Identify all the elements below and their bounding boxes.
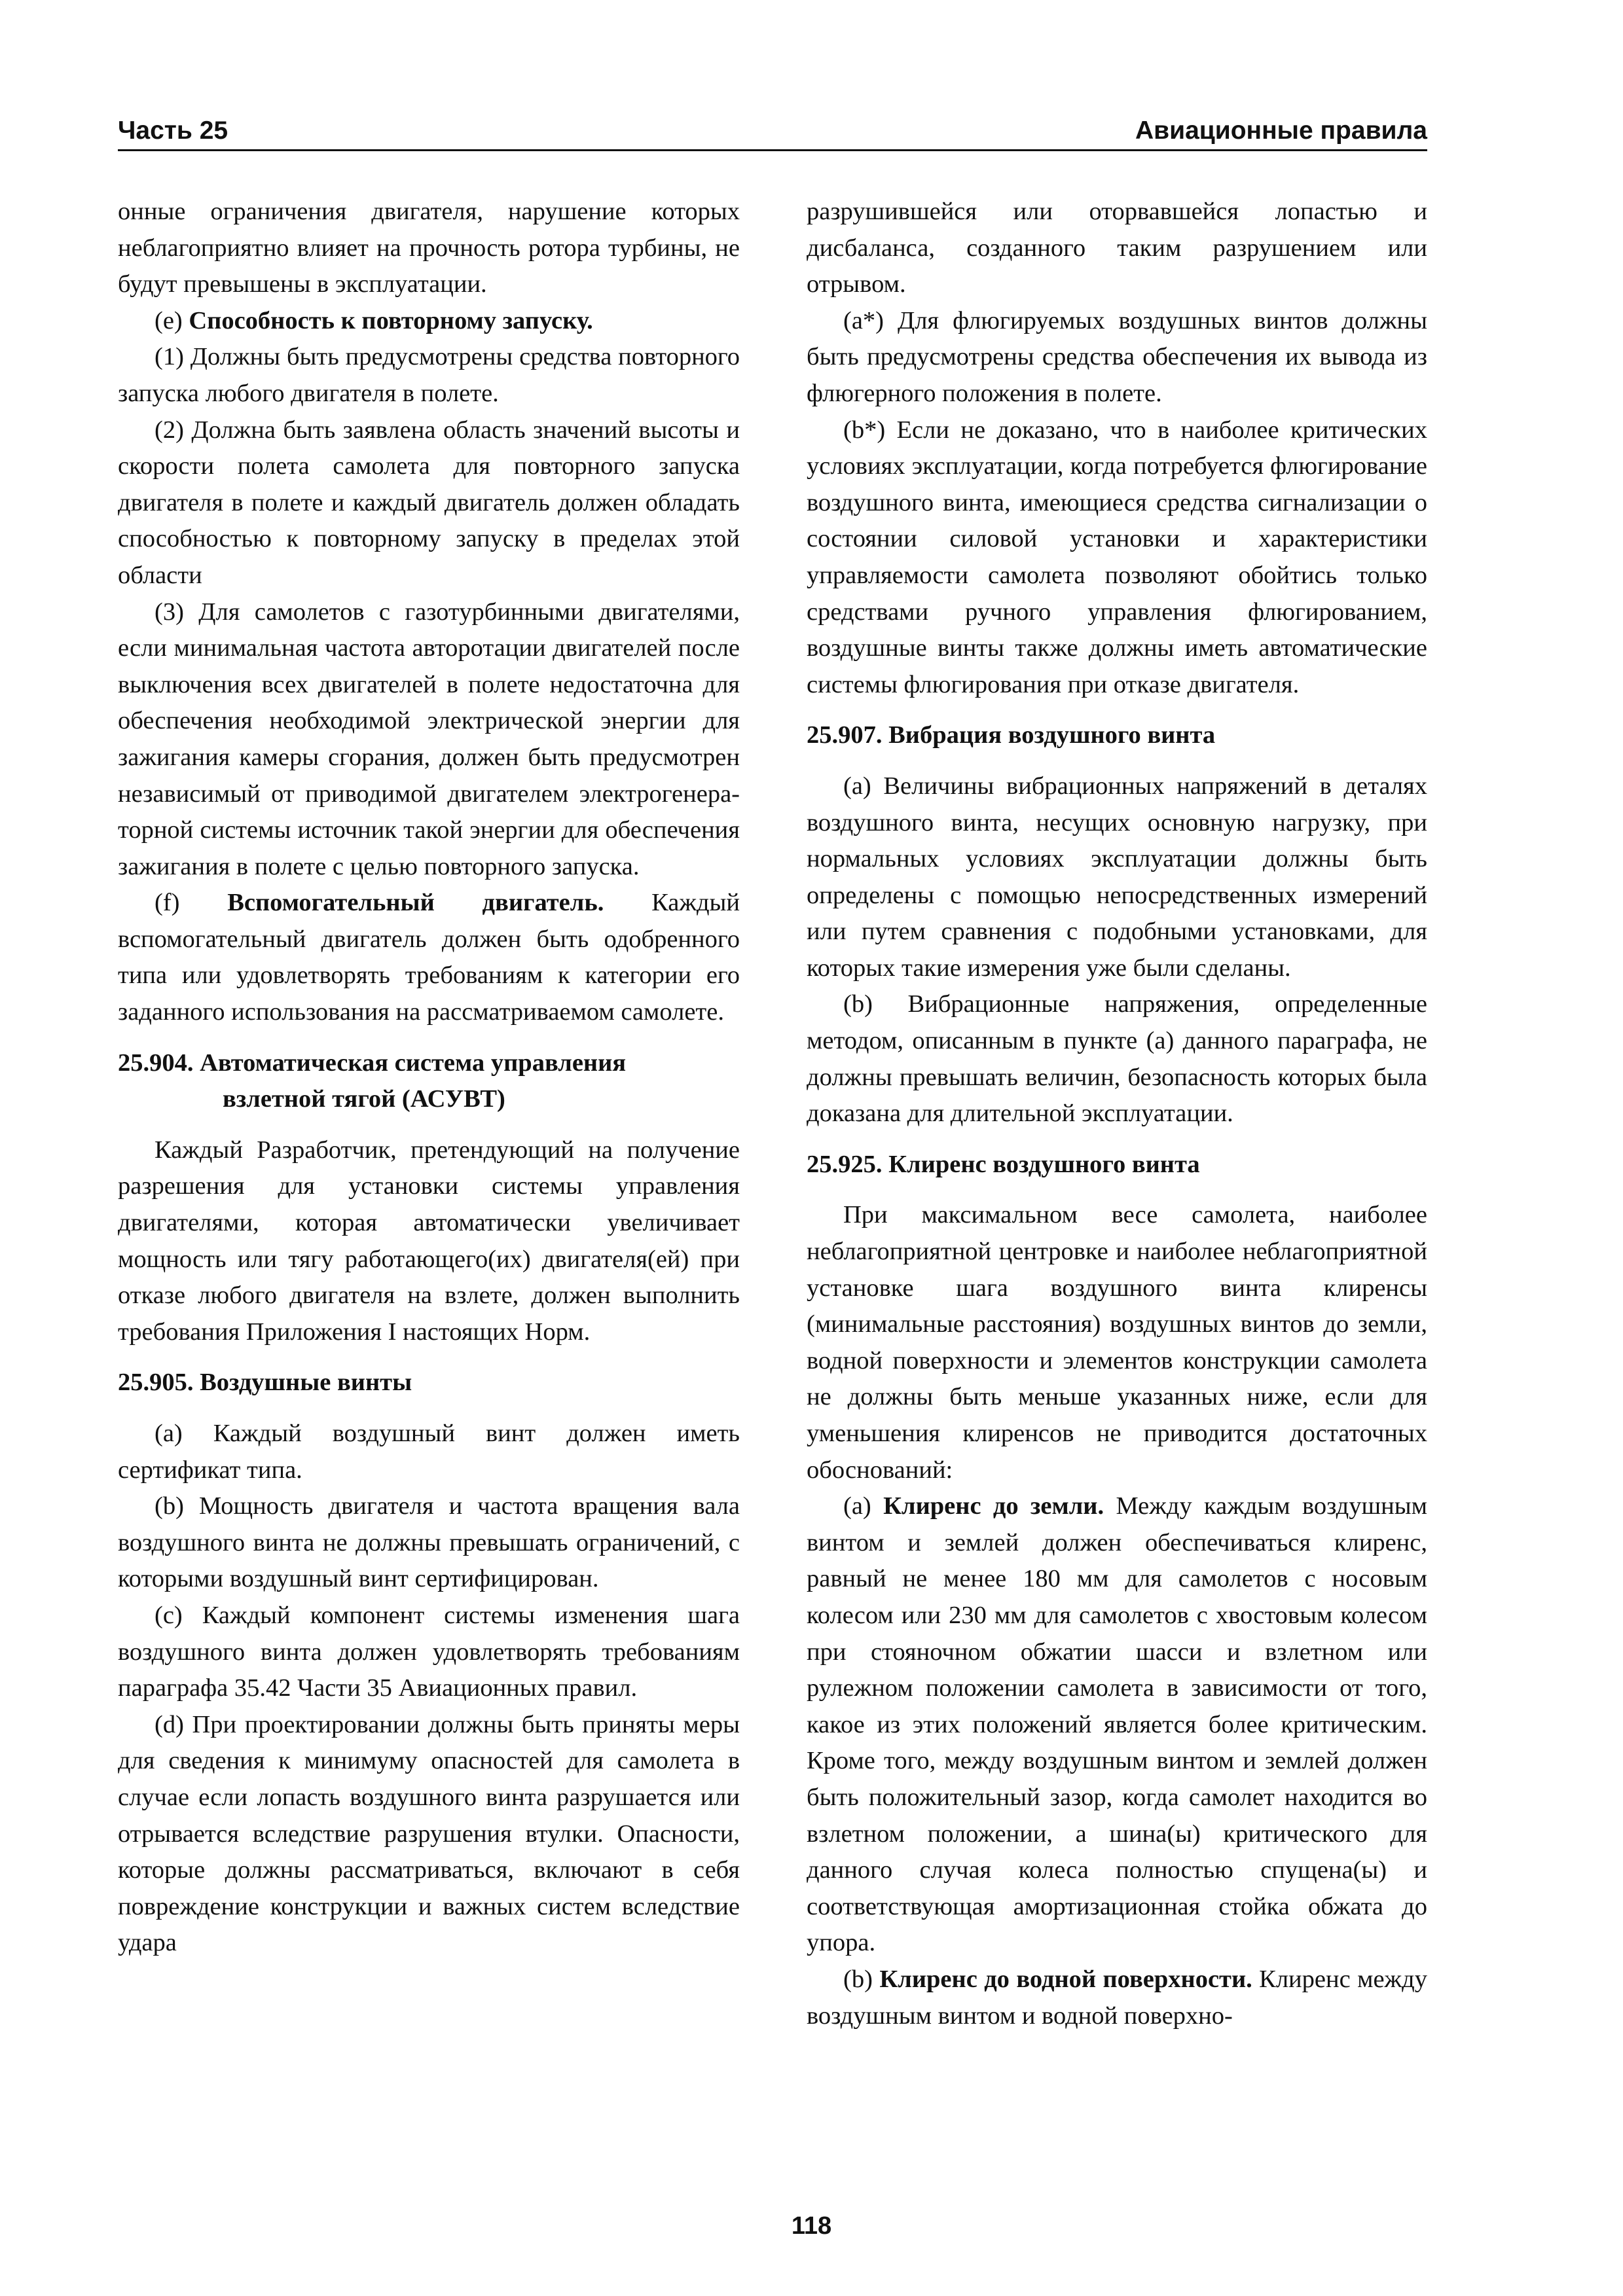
item-text: Клиренс между воздушным винтом и водной поверхно- bbox=[807, 1965, 1427, 2030]
paragraph-e2: (2) Должна быть заявлена область значений высоты и скорости полета самолета для повторного запуска двигателя в полете и каждый двигатель должен обладать способностью к повторному запуску в пределах этой области bbox=[118, 416, 740, 589]
paragraph-e1: (1) Должны быть предусмотрены средства повторного запуска любого двигателя в полете. bbox=[118, 343, 740, 407]
item-label: (e) bbox=[155, 306, 189, 334]
header-divider bbox=[118, 149, 1427, 151]
item-label: (f) bbox=[155, 889, 228, 917]
heading-line: взлетной тягой (АСУВТ) bbox=[223, 1085, 505, 1113]
paragraph-904: Каждый Разработчик, претендующий на получение разрешения для установки системы управления двигателями, которая автоматически увеличивает мощность или тягу работающего(их) двигателя(ей) при отказе любого двигателя на взлете, должен выполнить требования Приложения I настоящих Норм. bbox=[118, 1136, 740, 1346]
paragraph-continuation: разрушившейся или оторвавшейся лопастью и дисбаланса, созданного таким разрушением или отрывом. bbox=[807, 198, 1427, 298]
paragraph-f bbox=[118, 885, 740, 1030]
left-column bbox=[118, 194, 740, 1962]
paragraph-a-star: (a*) Для флюгируемых воздушных винтов должны быть предусмотрены средства обеспечения их вывода из флюгерного положения в полете. bbox=[807, 306, 1427, 407]
header-title: Авиационные правила bbox=[1135, 117, 1427, 145]
heading-line: 25.904. Автоматическая система управления bbox=[118, 1049, 627, 1077]
paragraph-905-d: (d) При проектировании должны быть приняты меры для сведения к минимуму опасностей для самолета в случае если лопасть воздушного винта разрушается или отрывается вследствие разрушения втулки. Опасности, которые должны рассматриваться, включают в себя повреждение конструкции и важных систем вследствие удара bbox=[118, 1710, 740, 1957]
item-text: Каждый вспомогательный двигатель должен быть одобренного типа или удовлетворять требованиям к категории его заданного использования на рассматриваемом самолете. bbox=[118, 889, 740, 1026]
paragraph-925-a bbox=[807, 1488, 1427, 1962]
paragraph-e3: (3) Для самолетов с газотурбинными двигателями, если минимальная частота авторотации двигателей после выключения всех двигателей в полете недостаточна для обеспечения необходимой электрической энергии для зажигания камеры сгорания, должен быть предусмотрен независимый от приводимой двигателем электрогенераторной системы источник такой энергии для обеспечения зажигания в полете с целью повторного запуска. bbox=[118, 598, 740, 880]
paragraph-905-c: (c) Каждый компонент системы изменения шага воздушного винта должен удовлетворять требованиям параграфа 35.42 Части 35 Авиационных правил. bbox=[118, 1601, 740, 1702]
paragraph-907-a: (a) Величины вибрационных напряжений в деталях воздушного винта, несущих основную нагрузку, при нормальных условиях эксплуатации должны быть определены с помощью непосредственных измерений или путем сравнения с подобными установками, для которых такие измерения уже были сделаны. bbox=[807, 772, 1427, 982]
item-title: Способность к повторному запуску. bbox=[189, 306, 593, 334]
item-label: (a) bbox=[843, 1492, 884, 1520]
item-title: Клиренс до водной поверхности. bbox=[879, 1965, 1252, 1993]
section-heading-25-907: 25.907. Вибрация воздушного винта bbox=[807, 721, 1216, 749]
running-header bbox=[118, 113, 1427, 152]
item-title: Клиренс до земли. bbox=[883, 1492, 1104, 1520]
header-part-label: Часть 25 bbox=[118, 117, 228, 145]
item-title: Вспомогательный двигатель. bbox=[227, 889, 604, 917]
paragraph-905-b: (b) Мощность двигателя и частота вращения вала воздушного винта не должны превышать ограничений, с которыми воздушный винт сертифицирован. bbox=[118, 1492, 740, 1593]
right-column bbox=[807, 194, 1427, 2034]
page-number: 118 bbox=[791, 2212, 832, 2240]
paragraph-b-star: (b*) Если не доказано, что в наиболее критических условиях эксплуатации, когда потребуется флюгирование воздушного винта, имеющиеся средства сигнализации о состоянии силовой установки и характеристики управляемости самолета позволяют обойтись только средствами ручного управления флюгированием, воздушные винты также должны иметь автоматические системы флюгирования при отказе двигателя. bbox=[807, 416, 1427, 698]
section-heading-25-905: 25.905. Воздушные винты bbox=[118, 1369, 412, 1397]
paragraph-905-a: (a) Каждый воздушный винт должен иметь сертификат типа. bbox=[118, 1420, 740, 1484]
paragraph-925: При максимальном весе самолета, наиболее неблагоприятной центровке и наиболее неблагоприятной установке шага воздушного винта клиренсы (минимальные расстояния) воздушных винтов до земли, водной поверхности и элементов конструкции самолета не должны быть меньше указанных ниже, если для уменьшения клиренсов не приводится достаточных обоснований: bbox=[807, 1201, 1427, 1484]
section-heading-25-925: 25.925. Клиренс воздушного винта bbox=[807, 1150, 1200, 1178]
paragraph-e bbox=[118, 303, 740, 340]
item-text: Между каждым воздушным винтом и землей должен обеспечиваться клиренс, равный не менее 180 мм для самолетов с носовым колесом или 230 мм для самолетов с хвостовым колесом при стояночном обжатии шасси и взлетном или рулежном положении самолета в зависимости от того, какое из этих положений является более критическим. Кроме того, между воздушным винтом и землей должен быть положительный зазор, когда самолет находится во взлетном положении, а шина(ы) критического для данного случая колеса полностью спущена(ы) и соответствующая амортизационная стойка обжата до упора. bbox=[807, 1492, 1427, 1957]
section-heading-25-904 bbox=[118, 1045, 740, 1118]
item-label: (b) bbox=[843, 1965, 880, 1993]
paragraph-continuation: онные ограничения двигателя, нарушение которых неблагоприятно влияет на прочность ротора турбины, не будут превышены в эксплуатации. bbox=[118, 198, 740, 298]
paragraph-925-b bbox=[807, 1962, 1427, 2034]
paragraph-907-b: (b) Вибрационные напряжения, определенные методом, описанным в пункте (a) данного параграфа, не должны превышать величин, безопасность которых была доказана для длительной эксплуатации. bbox=[807, 990, 1427, 1128]
